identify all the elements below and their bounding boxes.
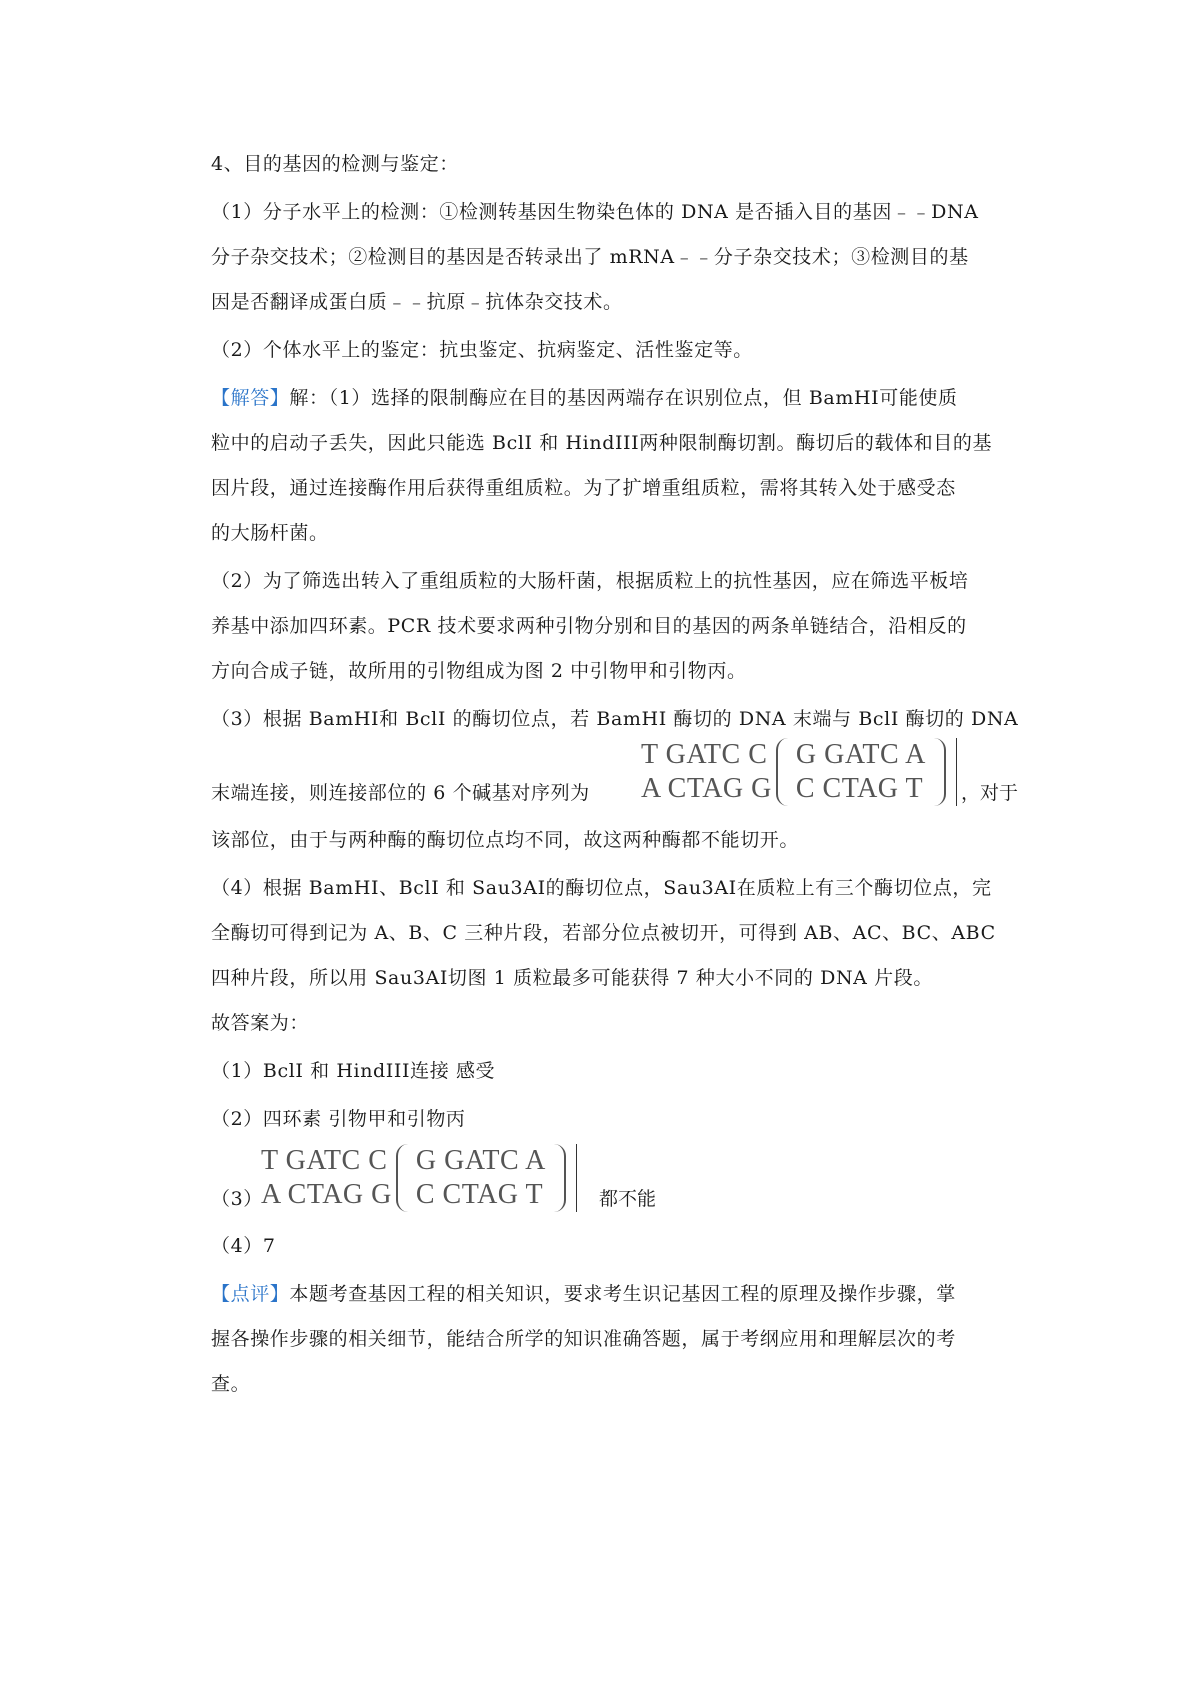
comment-tag: 【点评】	[211, 1283, 290, 1305]
base-pair-sequence	[261, 1144, 577, 1212]
paragraph-line: 的大肠杆菌。	[211, 522, 329, 544]
sequence-bottom-right: C CTAG T	[415, 1179, 544, 1210]
paragraph-line: 查。	[211, 1373, 251, 1395]
section-heading: 4、目的基因的检测与鉴定：	[211, 153, 459, 175]
paragraph-line: 因片段，通过连接酶作用后获得重组质粒。为了扩增重组质粒，需将其转入处于感受态	[211, 477, 956, 499]
conclusion-label: 故答案为：	[211, 1012, 310, 1034]
document-page	[211, 150, 1026, 1399]
paragraph-text: 末端连接，则连接部位的 6 个碱基对序列为	[211, 782, 590, 804]
paragraph-line: 四种片段，所以用 Sau3AⅠ切图 1 质粒最多可能获得 7 种大小不同的 DNA 片段。	[211, 967, 933, 989]
answer-item: （4）7	[211, 1235, 276, 1257]
right-bracket	[930, 738, 946, 806]
sequence-top-right: G GATC A	[795, 739, 926, 770]
sequence-bottom-right: C CTAG T	[795, 773, 924, 804]
paragraph-line: 该部位，由于与两种酶的酶切位点均不同，故这两种酶都不能切开。	[211, 829, 800, 851]
answer-item: （1）BclI 和 HindIII连接 感受	[211, 1060, 496, 1082]
paragraph-line: （2）个体水平上的鉴定：抗虫鉴定、抗病鉴定、活性鉴定等。	[211, 339, 753, 361]
cut-line	[956, 738, 957, 806]
answer-item-3	[211, 1144, 1026, 1216]
answer-item-suffix: 都不能	[599, 1188, 657, 1210]
sequence-bottom-left: A CTAG G	[641, 773, 772, 804]
paragraph-line: 握各操作步骤的相关细节，能结合所学的知识准确答题，属于考纲应用和理解层次的考	[211, 1328, 956, 1350]
answer-text: 解：（1）选择的限制酶应在目的基因两端存在识别位点，但 BamHⅠ可能使质	[289, 387, 958, 409]
paragraph-line: 粒中的启动子丢失，因此只能选 BclI 和 HindIII两种限制酶切割。酶切后的载体和目的基	[211, 432, 993, 454]
sequence-top-left: T GATC C	[261, 1145, 388, 1176]
paragraph-line: 全酶切可得到记为 A、B、C 三种片段，若部分位点被切开，可得到 AB、AC、BC、ABC	[211, 922, 996, 944]
paragraph-line: 方向合成子链，故所用的引物组成为图 2 中引物甲和引物丙。	[211, 660, 747, 682]
answer-item-prefix: （3）	[211, 1188, 263, 1210]
sequence-bottom-left: A CTAG G	[261, 1179, 392, 1210]
paragraph-line: 分子杂交技术；②检测目的基因是否转录出了 mRNA﹣﹣分子杂交技术；③检测目的基	[211, 246, 969, 268]
base-pair-sequence	[641, 738, 957, 806]
left-bracket	[776, 738, 792, 806]
answer-tag: 【解答】	[211, 387, 290, 409]
paragraph-text: ，对于	[961, 782, 1019, 804]
paragraph-line: （4）根据 BamHⅠ、BclI 和 Sau3AⅠ的酶切位点，Sau3AⅠ在质粒上有三个酶切位点，完	[211, 877, 992, 899]
answer-item: （2）四环素 引物甲和引物丙	[211, 1108, 466, 1130]
paragraph-line: 养基中添加四环素。PCR 技术要求两种引物分别和目的基因的两条单链结合，沿相反的	[211, 615, 967, 637]
paragraph-line: （1）分子水平上的检测：①检测转基因生物染色体的 DNA 是否插入目的基因﹣﹣DNA	[211, 201, 979, 223]
left-bracket	[396, 1144, 412, 1212]
comment-text: 本题考查基因工程的相关知识，要求考生识记基因工程的原理及操作步骤，掌	[289, 1283, 956, 1305]
sequence-top-left: T GATC C	[641, 739, 768, 770]
cut-line	[576, 1144, 577, 1212]
paragraph-line: （2）为了筛选出转入了重组质粒的大肠杆菌，根据质粒上的抗性基因，应在筛选平板培	[211, 570, 969, 592]
right-bracket	[550, 1144, 566, 1212]
sequence-line	[211, 738, 1026, 810]
sequence-top-right: G GATC A	[415, 1145, 546, 1176]
answer-first-line	[211, 384, 1026, 413]
paragraph-line: 因是否翻译成蛋白质﹣﹣抗原﹣抗体杂交技术。	[211, 291, 623, 313]
paragraph-line: （3）根据 BamHⅠ和 BclI 的酶切位点，若 BamHI 酶切的 DNA 末端与 BclI 酶切的 DNA	[211, 708, 1019, 730]
comment-first-line	[211, 1280, 1026, 1309]
